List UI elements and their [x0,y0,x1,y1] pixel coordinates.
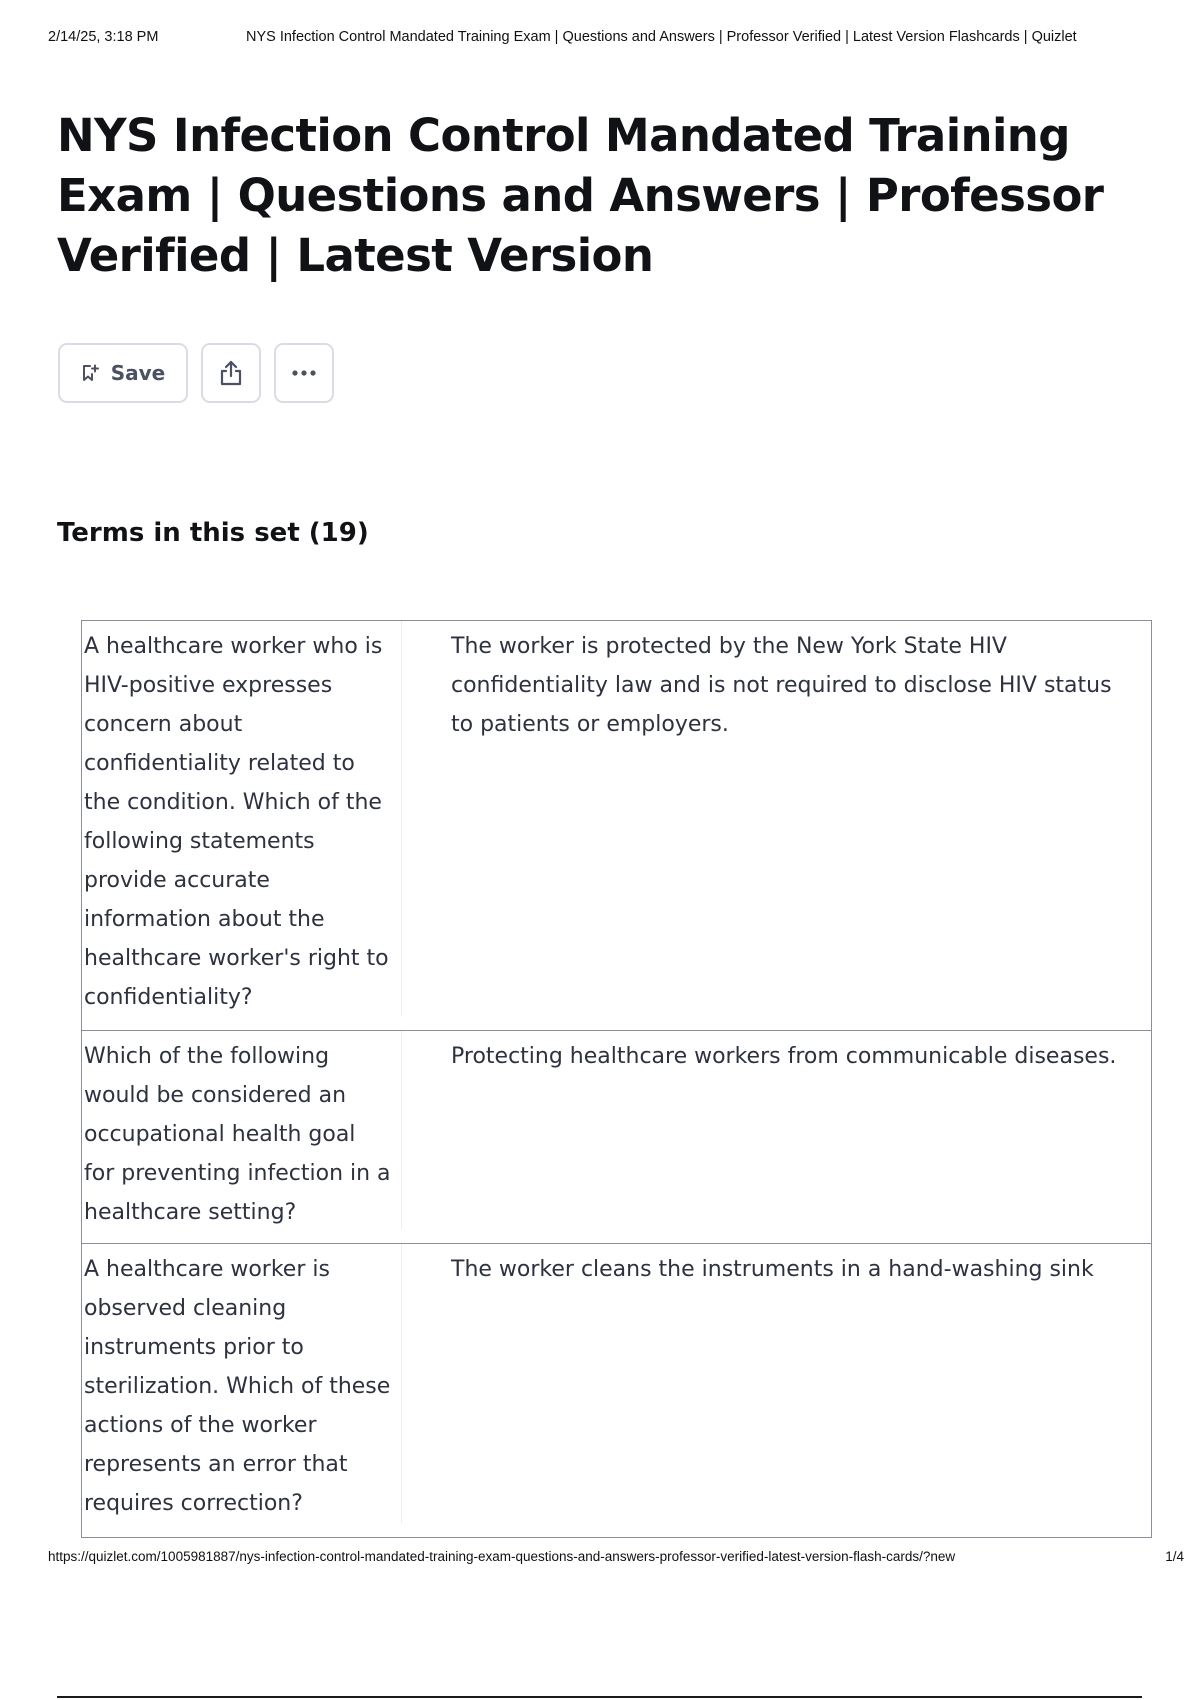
terms-table [81,620,1152,1538]
term-answer: The worker is protected by the New York State HIV confidentiality law and is not required to disclose HIV status to patients or employers. [451,634,1112,737]
print-header [48,29,1170,49]
share-button[interactable] [201,343,261,403]
print-date: 2/14/25, 3:18 PM [48,29,159,45]
print-document-title: NYS Infection Control Mandated Training Exam | Questions and Answers | Professor Verified | Latest Version Flashcards | Quizlet [246,29,1077,45]
print-url: https://quizlet.com/1005981887/nys-infection-control-mandated-training-exam-questions-and-answers-professor-verified-latest-version-flash-cards/?new [48,1549,956,1564]
term-row [82,1031,1151,1244]
divider [57,1696,1142,1698]
term-answer: Protecting healthcare workers from communicable diseases. [451,1044,1117,1069]
bookmark-add-icon [81,364,99,382]
term-question: A healthcare worker who is HIV-positive expresses concern about confidentiality related to the condition. Which of the following statements provide accurate information about the healthcare worker's right to confidentiality? [82,621,402,1016]
term-question: A healthcare worker is observed cleaning instruments prior to sterilization. Which of these actions of the worker represents an error that requires correction? [82,1244,402,1523]
action-bar [58,343,334,403]
more-options-icon [291,369,317,377]
save-label: Save [110,361,166,385]
print-footer [48,1549,1184,1569]
more-options-button[interactable] [274,343,334,403]
save-button[interactable] [58,343,188,403]
terms-heading: Terms in this set (19) [57,518,369,548]
term-question: Which of the following would be considered an occupational health goal for preventing infection in a healthcare setting? [82,1031,402,1229]
page-number: 1/4 [1165,1549,1184,1564]
term-row [82,621,1151,1031]
term-row [82,1244,1151,1537]
share-icon [217,359,245,387]
term-answer: The worker cleans the instruments in a hand-washing sink [451,1257,1094,1282]
page-title: NYS Infection Control Mandated Training Exam | Questions and Answers | Professor Verified | Latest Version [57,109,1104,282]
